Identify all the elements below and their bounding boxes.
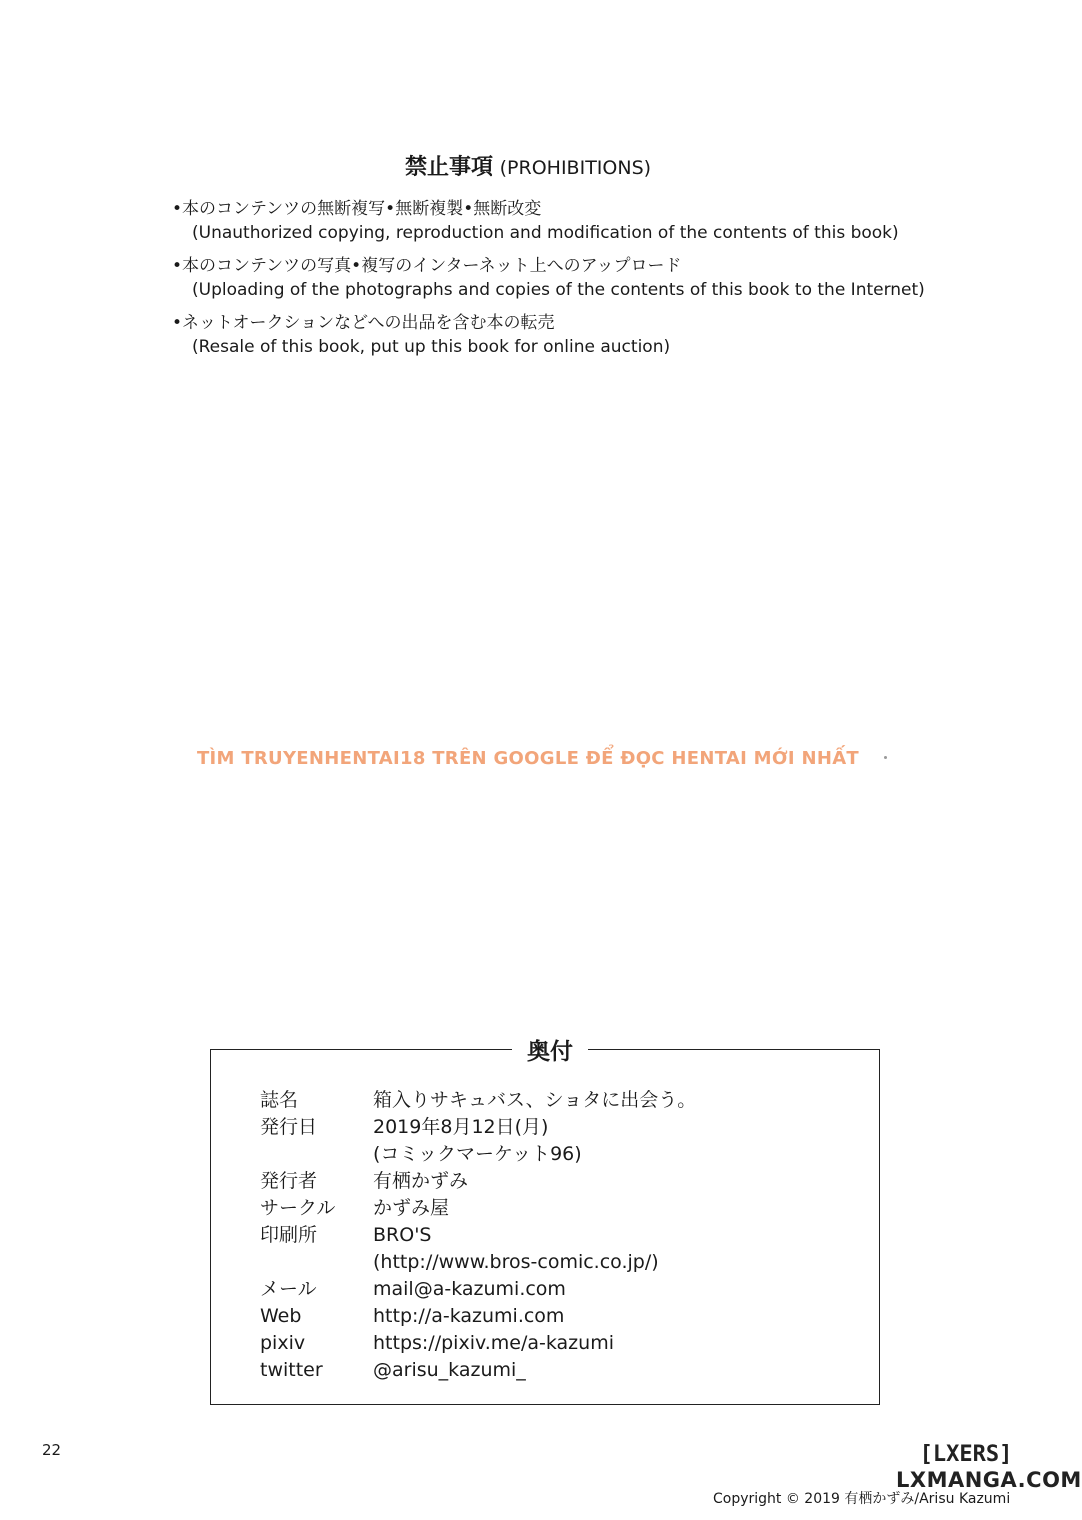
mail-link[interactable]: mail@a-kazumi.com <box>373 1278 566 1300</box>
prohibitions-title <box>0 150 1056 181</box>
twitter-handle[interactable]: @arisu_kazumi_ <box>373 1359 526 1381</box>
printer-link[interactable]: (http://www.bros-comic.co.jp/) <box>373 1251 659 1273</box>
row-value: BRO'S <box>373 1224 432 1246</box>
row-label: 誌名 <box>260 1089 299 1111</box>
row-label: twitter <box>260 1359 323 1381</box>
prohibition-item <box>172 198 925 245</box>
prohibition-item-en: (Unauthorized copying, reproduction and modification of the contents of this book) <box>192 223 899 243</box>
pixiv-link[interactable]: https://pixiv.me/a-kazumi <box>373 1332 614 1354</box>
row-label: メール <box>260 1278 317 1300</box>
print-speck <box>884 756 887 759</box>
prohibition-item-jp: •ネットオークションなどへの出品を含む本の転売 <box>172 313 555 333</box>
site-logo <box>896 1442 1082 1492</box>
row-value: 2019年8月12日(月) <box>373 1116 549 1138</box>
prohibition-item-en: (Resale of this book, put up this book for online auction) <box>192 337 671 357</box>
prohibition-item <box>172 312 925 359</box>
row-value: (コミックマーケット96) <box>373 1143 582 1165</box>
row-label: pixiv <box>260 1332 306 1354</box>
row-label: サークル <box>260 1197 336 1219</box>
web-link[interactable]: http://a-kazumi.com <box>373 1305 565 1327</box>
colophon-title: 奥付 <box>512 1037 588 1067</box>
prohibition-item-en: (Uploading of the photographs and copies of the contents of this book to the Internet) <box>192 280 925 300</box>
page-number: 22 <box>42 1441 62 1459</box>
prohibitions-list <box>172 198 925 369</box>
row-value: 箱入りサキュバス、ショタに出会う。 <box>373 1089 697 1111</box>
prohibitions-title-jp: 禁止事項 <box>404 155 493 180</box>
prohibitions-title-en: (PROHIBITIONS) <box>499 157 652 179</box>
watermark-text: TÌM TRUYENHENTAI18 TRÊN GOOGLE ĐỂ ĐỌC HENTAI MỚI NHẤT <box>196 748 860 769</box>
row-value: 有栖かずみ <box>373 1170 469 1192</box>
row-value: かずみ屋 <box>373 1197 450 1219</box>
row-label: Web <box>260 1305 302 1327</box>
site-logo-bottom: LXMANGA.COM <box>896 1468 1082 1492</box>
row-label: 発行日 <box>260 1116 318 1138</box>
prohibition-item-jp: •本のコンテンツの無断複写•無断複製•無断改変 <box>172 199 542 219</box>
copyright-text: Copyright © 2019 有栖かずみ/Arisu Kazumi <box>713 1491 1011 1507</box>
row-label: 印刷所 <box>260 1224 318 1246</box>
site-logo-top: [LXERS] <box>919 1442 1013 1467</box>
row-label: 発行者 <box>260 1170 318 1192</box>
prohibition-item-jp: •本のコンテンツの写真•複写のインターネット上へのアップロード <box>172 256 682 276</box>
prohibition-item <box>172 255 925 302</box>
